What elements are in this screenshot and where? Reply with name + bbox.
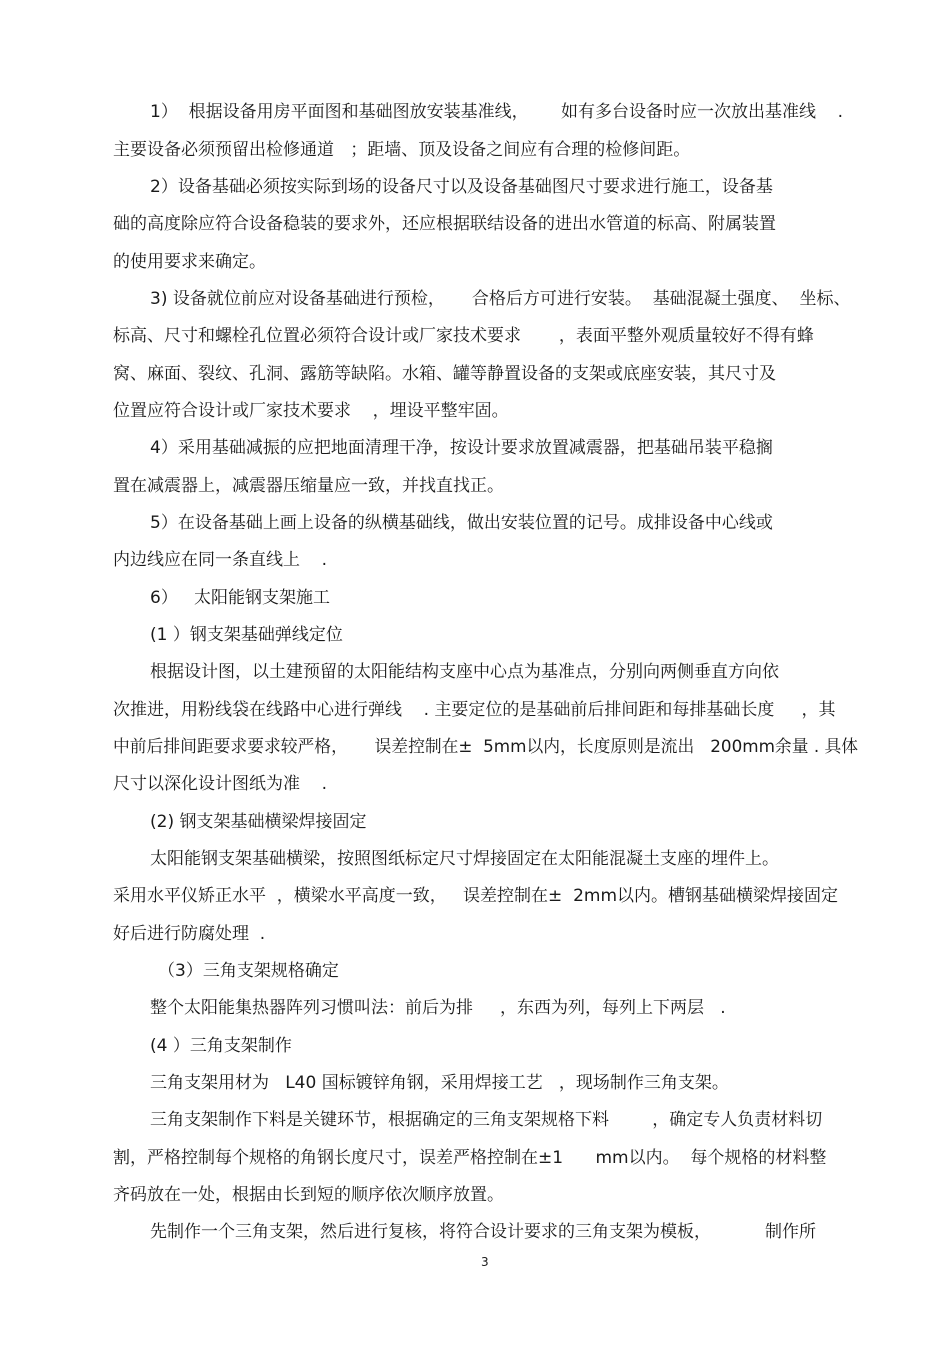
text-line-2: 主要设备必须预留出检修通道 ；距墙、顶及设备之间应有合理的检修间距。	[113, 140, 691, 160]
text-line-8: 窝、麻面、裂纹、孔洞、露筋等缺陷。水箱、罐等静置设备的支架或底座安装，其尺寸及	[113, 364, 776, 384]
text-line-21: 太阳能钢支架基础横梁，按照图纸标定尺寸焊接固定在太阳能混凝土支座的埋件上。	[150, 849, 779, 869]
text-line-3: 2）设备基础必须按实际到场的设备尺寸以及设备基础图尺寸要求进行施工，设备基	[150, 177, 773, 197]
text-line-16: 根据设计图，以土建预留的太阳能结构支座中心点为基准点，分别向两侧垂直方向依	[150, 662, 779, 682]
subheading-3: （3）三角支架规格确定	[158, 961, 339, 981]
text-line-29: 割，严格控制每个规格的角钢长度尺寸，误差严格控制在±1 mm以内。 每个规格的材料整	[113, 1148, 827, 1168]
text-line-25: 整个太阳能集热器阵列习惯叫法：前后为排 ，东西为列，每列上下两层 .	[150, 998, 726, 1018]
text-line-18: 中前后排间距要求要求较严格， 误差控制在± 5mm以内，长度原则是流出 200mm余量 . 具体	[113, 737, 859, 757]
page-number: 3	[481, 1255, 489, 1269]
subheading-2: (2) 钢支架基础横梁焊接固定	[150, 812, 367, 832]
text-line-31: 先制作一个三角支架，然后进行复核，将符合设计要求的三角支架为模板， 制作所	[150, 1222, 817, 1242]
text-line-5: 的使用要求来确定。	[113, 252, 266, 272]
text-line-4: 础的高度除应符合设备稳装的要求外，还应根据联结设备的进出水管道的标高、附属装置	[113, 214, 776, 234]
text-line-30: 齐码放在一处，根据由长到短的顺序依次顺序放置。	[113, 1185, 504, 1205]
section-heading-6: 6） 太阳能钢支架施工	[150, 588, 331, 608]
subheading-1: (1 ）钢支架基础弹线定位	[150, 625, 343, 645]
text-line-19: 尺寸以深化设计图纸为准 .	[113, 774, 328, 794]
text-line-17: 次推进，用粉线袋在线路中心进行弹线 . 主要定位的是基础前后排间距和每排基础长度 ，其	[113, 700, 836, 720]
text-line-27: 三角支架用材为 L40 国标镀锌角钢，采用焊接工艺 ，现场制作三角支架。	[150, 1073, 729, 1093]
text-line-22: 采用水平仪矫正水平 ，横梁水平高度一致， 误差控制在± 2mm以内。槽钢基础横梁焊接固定	[113, 886, 839, 906]
text-line-7: 标高、尺寸和螺栓孔位置必须符合设计或厂家技术要求 ，表面平整外观质量较好不得有蜂	[113, 326, 814, 346]
subheading-4: (4 ）三角支架制作	[150, 1036, 292, 1056]
text-line-13: 内边线应在同一条直线上 .	[113, 550, 328, 570]
text-line-9: 位置应符合设计或厂家技术要求 ，埋设平整牢固。	[113, 401, 509, 421]
text-line-12: 5）在设备基础上画上设备的纵横基础线，做出安装位置的记号。成排设备中心线或	[150, 513, 773, 533]
text-line-28: 三角支架制作下料是关键环节，根据确定的三角支架规格下料 ，确定专人负责材料切	[150, 1110, 823, 1130]
text-line-10: 4）采用基础减振的应把地面清理干净，按设计要求放置减震器，把基础吊装平稳搁	[150, 438, 773, 458]
text-line-23: 好后进行防腐处理 .	[113, 924, 266, 944]
text-line-6: 3) 设备就位前应对设备基础进行预检， 合格后方可进行安装。 基础混凝土强度、 坐标、	[150, 289, 851, 309]
text-line-11: 置在减震器上，减震器压缩量应一致，并找直找正。	[113, 476, 504, 496]
text-line-1: 1） 根据设备用房平面图和基础图放安装基准线， 如有多台设备时应一次放出基准线 .	[150, 102, 844, 122]
